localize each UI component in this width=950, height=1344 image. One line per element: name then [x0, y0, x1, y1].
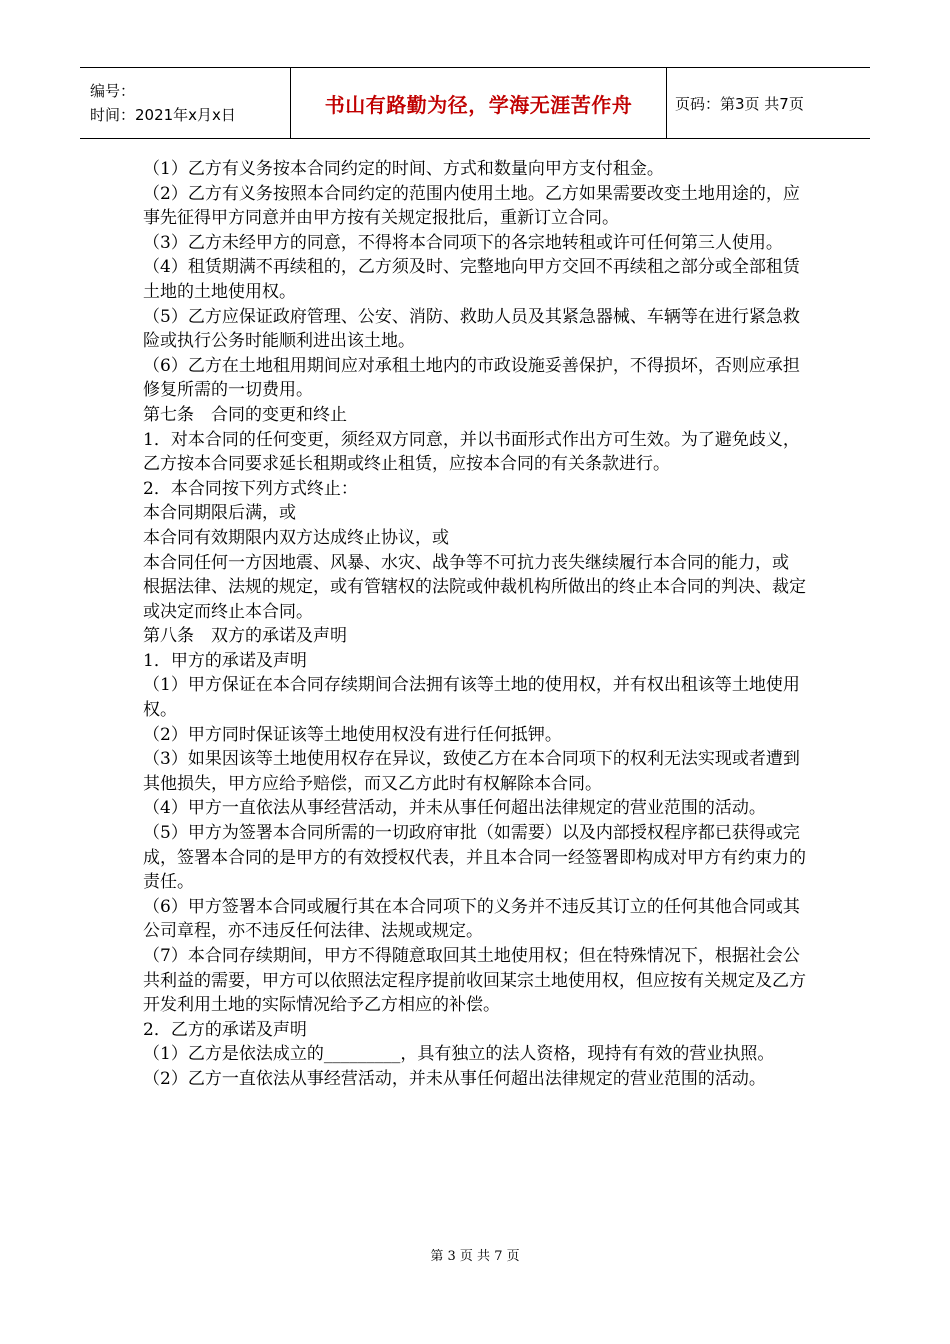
paragraph: 2．本合同按下列方式终止： [143, 478, 358, 499]
section-heading: 1．甲方的承诺及声明 [143, 650, 307, 671]
page-header [80, 67, 870, 139]
paragraph: （2）乙方一直依法从事经营活动，并未从事任何超出法律规定的营业范围的活动。 [143, 1068, 766, 1089]
section-heading: 2．乙方的承诺及声明 [143, 1019, 307, 1040]
document-time-label: 时间：2021年x月x日 [90, 106, 236, 124]
paragraph: （3）如果因该等土地使用权存在异议，致使乙方在本合同项下的权利无法实现或者遭到其他损失，甲方应给予赔偿，而又乙方此时有权解除本合同。 [143, 749, 800, 794]
paragraph: （6）甲方签署本合同或履行其在本合同项下的义务并不违反其订立的任何其他合同或其公司章程，亦不违反任何法律、法规或规定。 [143, 896, 800, 942]
paragraph: （5）甲方为签署本合同所需的一切政府审批（如需要）以及内部授权程序都已获得或完成，签署本合同的是甲方的有效授权代表，并且本合同一经签署即构成对甲方有约束力的责任。 [143, 823, 806, 893]
paragraph: （1）甲方保证在本合同存续期间合法拥有该等土地的使用权，并有权出租该等土地使用权。 [143, 675, 800, 721]
paragraph: （1）乙方是依法成立的_________，具有独立的法人资格，现持有有效的营业执照。 [143, 1044, 775, 1065]
header-meta [80, 68, 291, 138]
paragraph: （6）乙方在土地租用期间应对承租土地内的市政设施妥善保护，不得损坏，否则应承担修复所需的一切费用。 [143, 355, 800, 401]
paragraph: （5）乙方应保证政府管理、公安、消防、救助人员及其紧急器械、车辆等在进行紧急救险或执行公务时能顺利进出该土地。 [143, 306, 800, 352]
page-footer: 第 3 页 共 7 页 [430, 1249, 520, 1264]
paragraph: （3）乙方未经甲方的同意，不得将本合同项下的各宗地转租或许可任何第三人使用。 [143, 232, 783, 253]
paragraph: （2）乙方有义务按照本合同约定的范围内使用土地。乙方如果需要改变土地用途的，应事先征得甲方同意并由甲方按有关规定报批后，重新订立合同。 [143, 183, 800, 229]
paragraph: 根据法律、法规的规定，或有管辖权的法院或仲裁机构所做出的终止本合同的判决、裁定或决定而终止本合同。 [143, 577, 806, 622]
article-heading: 第七条 合同的变更和终止 [143, 404, 347, 425]
paragraph: （7）本合同存续期间，甲方不得随意取回其土地使用权；但在特殊情况下，根据社会公共利益的需要，甲方可以依照法定程序提前收回某宗土地使用权，但应按有关规定及乙方开发利用土地的实际情况给予乙方相应的补偿。 [143, 946, 806, 1016]
paragraph: （4）甲方一直依法从事经营活动，并未从事任何超出法律规定的营业范围的活动。 [143, 798, 766, 819]
paragraph: 本合同期限后满，或 [143, 503, 296, 524]
paragraph: （1）乙方有义务按本合同约定的时间、方式和数量向甲方支付租金。 [143, 159, 664, 179]
paragraph: 本合同任何一方因地震、风暴、水灾、战争等不可抗力丧失继续履行本合同的能力，或 [143, 552, 789, 573]
article-heading: 第八条 双方的承诺及声明 [143, 626, 347, 647]
paragraph: （4）租赁期满不再续租的，乙方须及时、完整地向甲方交回不再续租之部分或全部租赁土地的土地使用权。 [143, 257, 800, 302]
paragraph: （2）甲方同时保证该等土地使用权没有进行任何抵钾。 [143, 724, 562, 745]
paragraph: 本合同有效期限内双方达成终止协议，或 [143, 527, 449, 548]
document-number-label: 编号： [90, 82, 136, 100]
paragraph: 1．对本合同的任何变更，须经双方同意，并以书面形式作出方可生效。为了避免歧义，乙方按本合同要求延长租期或终止租赁，应按本合同的有关条款进行。 [143, 429, 800, 475]
document-body [143, 157, 808, 1092]
header-page-info: 页码：第3页 共7页 [675, 94, 804, 113]
header-motto: 书山有路勤为径，学海无涯苦作舟 [291, 68, 667, 138]
